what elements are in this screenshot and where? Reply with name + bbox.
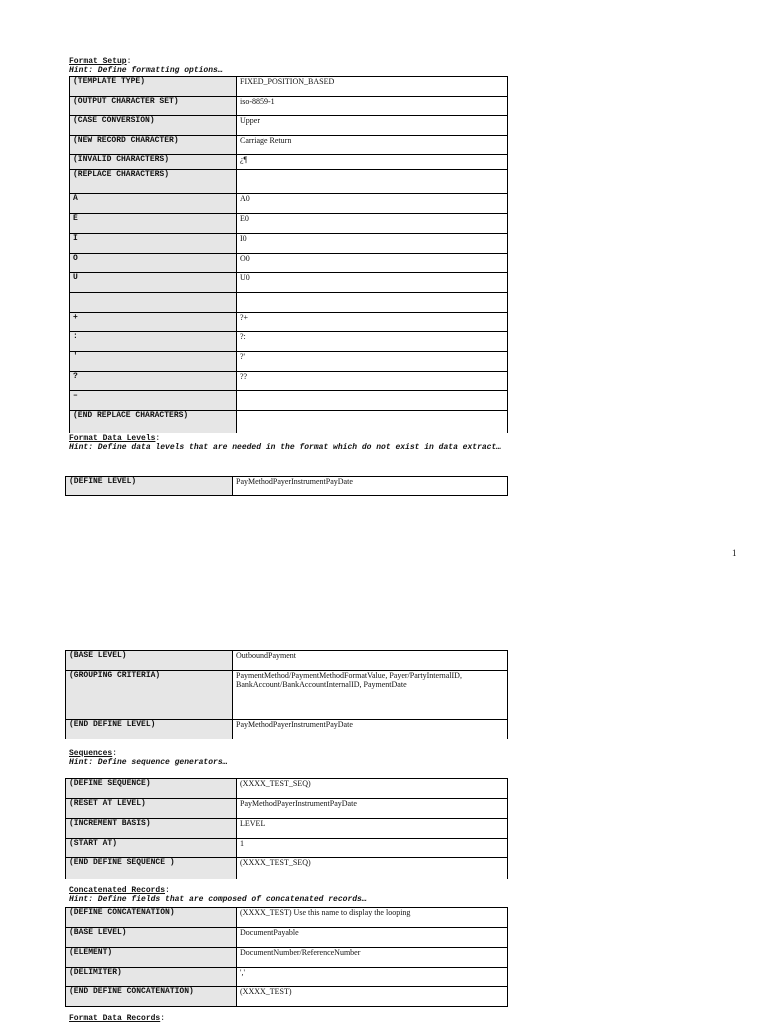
- table-row: [70, 293, 508, 313]
- row-key: (ELEMENT): [66, 948, 237, 968]
- row-value: [237, 391, 508, 411]
- row-value: DocumentPayable: [237, 928, 508, 948]
- row-key: +: [70, 313, 237, 332]
- row-value: U0: [237, 273, 508, 293]
- row-value: [237, 170, 508, 194]
- sequences-table: [65, 778, 508, 879]
- row-value: ',': [237, 968, 508, 987]
- section-title: Format Data Records: [69, 1014, 161, 1023]
- row-key: Ó: [70, 254, 237, 273]
- table-row: [66, 908, 508, 928]
- row-value: PayMethodPayerInstrumentPayDate: [237, 799, 508, 819]
- table-row: [70, 352, 508, 372]
- row-key: Í: [70, 234, 237, 254]
- table-row: [66, 477, 508, 496]
- row-key: Ú: [70, 273, 237, 293]
- table-row: [66, 839, 508, 858]
- row-value: LEVEL: [237, 819, 508, 839]
- row-value: ?:: [237, 332, 508, 352]
- row-value: ¿¶: [237, 155, 508, 170]
- row-value: iso-8859-1: [237, 97, 508, 116]
- row-value: DocumentNumber/ReferenceNumber: [237, 948, 508, 968]
- page-number: 1: [732, 548, 737, 558]
- row-key: (BASE LEVEL): [66, 651, 233, 671]
- row-key: ': [70, 352, 237, 372]
- row-value: PaymentMethod/PaymentMethodFormatValue, Payer/PartyInternalID, BankAccount/BankAccountInternalID, PaymentDate: [233, 671, 508, 720]
- table-row: [66, 651, 508, 671]
- row-key: (END REPLACE CHARACTERS): [70, 411, 237, 433]
- row-key: (DELIMITER): [66, 968, 237, 987]
- row-value: PayMethodPayerInstrumentPayDate: [233, 477, 508, 496]
- row-key: É: [70, 214, 237, 234]
- row-key: (TEMPLATE TYPE): [70, 77, 237, 97]
- table-row: [66, 948, 508, 968]
- table-row: [66, 858, 508, 879]
- table-row: [70, 97, 508, 116]
- table-row: [70, 214, 508, 234]
- row-value: E0: [237, 214, 508, 234]
- format-data-records-heading: Format Data Records:: [69, 1014, 166, 1023]
- table-row: [66, 928, 508, 948]
- section-hint: Hint: Define fields that are composed of concatenated records…: [69, 895, 367, 904]
- row-key: [70, 293, 237, 313]
- table-row: [66, 799, 508, 819]
- table-row: [66, 779, 508, 799]
- row-value: A0: [237, 194, 508, 214]
- table-row: [70, 254, 508, 273]
- define-level-table: [65, 476, 508, 496]
- format-setup-table: [69, 76, 508, 433]
- row-value: PayMethodPayerInstrumentPayDate: [233, 720, 508, 739]
- table-row: [70, 170, 508, 194]
- row-value: (XXXX_TEST_SEQ): [237, 779, 508, 799]
- row-value: (XXXX_TEST): [237, 987, 508, 1007]
- row-key: (RESET AT LEVEL): [66, 799, 237, 819]
- row-value: Carriage Return: [237, 136, 508, 155]
- table-row: [70, 155, 508, 170]
- row-key: ?: [70, 372, 237, 391]
- row-value: (XXXX_TEST) Use this name to display the looping: [237, 908, 508, 928]
- row-key: (END DEFINE LEVEL): [66, 720, 233, 739]
- row-key: (INCREMENT BASIS): [66, 819, 237, 839]
- format-setup-heading: Format Setup: Hint: Define formatting options…: [69, 57, 223, 75]
- row-key: (CASE CONVERSION): [70, 116, 237, 136]
- table-row: [70, 391, 508, 411]
- concatenated-records-table: [65, 907, 508, 1007]
- table-row: [70, 332, 508, 352]
- section-title: Format Setup: [69, 57, 127, 66]
- row-value: 1: [237, 839, 508, 858]
- table-row: [70, 411, 508, 433]
- table-row: [66, 671, 508, 720]
- row-key: (GROUPING CRITERIA): [66, 671, 233, 720]
- row-value: ?+: [237, 313, 508, 332]
- row-value: [237, 411, 508, 433]
- row-value: ?': [237, 352, 508, 372]
- table-row: [70, 194, 508, 214]
- row-key: (DEFINE LEVEL): [66, 477, 233, 496]
- table-row: [70, 116, 508, 136]
- row-value: Upper: [237, 116, 508, 136]
- table-row: [70, 372, 508, 391]
- section-hint: Hint: Define formatting options…: [69, 66, 223, 75]
- row-value: [237, 293, 508, 313]
- section-hint: Hint: Define sequence generators…: [69, 758, 228, 767]
- row-key: (START AT): [66, 839, 237, 858]
- row-key: (END DEFINE SEQUENCE ): [66, 858, 237, 879]
- row-value: O0: [237, 254, 508, 273]
- row-key: (OUTPUT CHARACTER SET): [70, 97, 237, 116]
- table-row: [66, 720, 508, 739]
- concatenated-records-heading: Concatenated Records: Hint: Define fields that are composed of concatenated records…: [69, 886, 367, 904]
- row-key: (DEFINE SEQUENCE): [66, 779, 237, 799]
- table-row: [70, 273, 508, 293]
- row-key: (INVALID CHARACTERS): [70, 155, 237, 170]
- table-row: [66, 819, 508, 839]
- row-value: OutboundPayment: [233, 651, 508, 671]
- table-row: [66, 987, 508, 1007]
- row-key: Á: [70, 194, 237, 214]
- table-row: [70, 136, 508, 155]
- table-row: [70, 77, 508, 97]
- row-value: (XXXX_TEST_SEQ): [237, 858, 508, 879]
- row-key: (BASE LEVEL): [66, 928, 237, 948]
- row-key: –: [70, 391, 237, 411]
- row-key: :: [70, 332, 237, 352]
- section-title: Format Data Levels: [69, 434, 156, 443]
- define-level-continued-table: [65, 650, 508, 739]
- table-row: [70, 313, 508, 332]
- row-key: (NEW RECORD CHARACTER): [70, 136, 237, 155]
- row-key: (DEFINE CONCATENATION): [66, 908, 237, 928]
- section-title: Sequences: [69, 749, 113, 758]
- row-value: FIXED_POSITION_BASED: [237, 77, 508, 97]
- table-row: [70, 234, 508, 254]
- row-value: ??: [237, 372, 508, 391]
- format-data-levels-heading: Format Data Levels: Hint: Define data levels that are needed in the format which do not exist in data extract…: [69, 434, 509, 452]
- table-row: [66, 968, 508, 987]
- row-key: (END DEFINE CONCATENATION): [66, 987, 237, 1007]
- sequences-heading: Sequences: Hint: Define sequence generators…: [69, 749, 228, 767]
- section-hint: Hint: Define data levels that are needed in the format which do not exist in data extract…: [69, 443, 502, 452]
- row-key: (REPLACE CHARACTERS): [70, 170, 237, 194]
- section-title: Concatenated Records: [69, 886, 166, 895]
- row-value: I0: [237, 234, 508, 254]
